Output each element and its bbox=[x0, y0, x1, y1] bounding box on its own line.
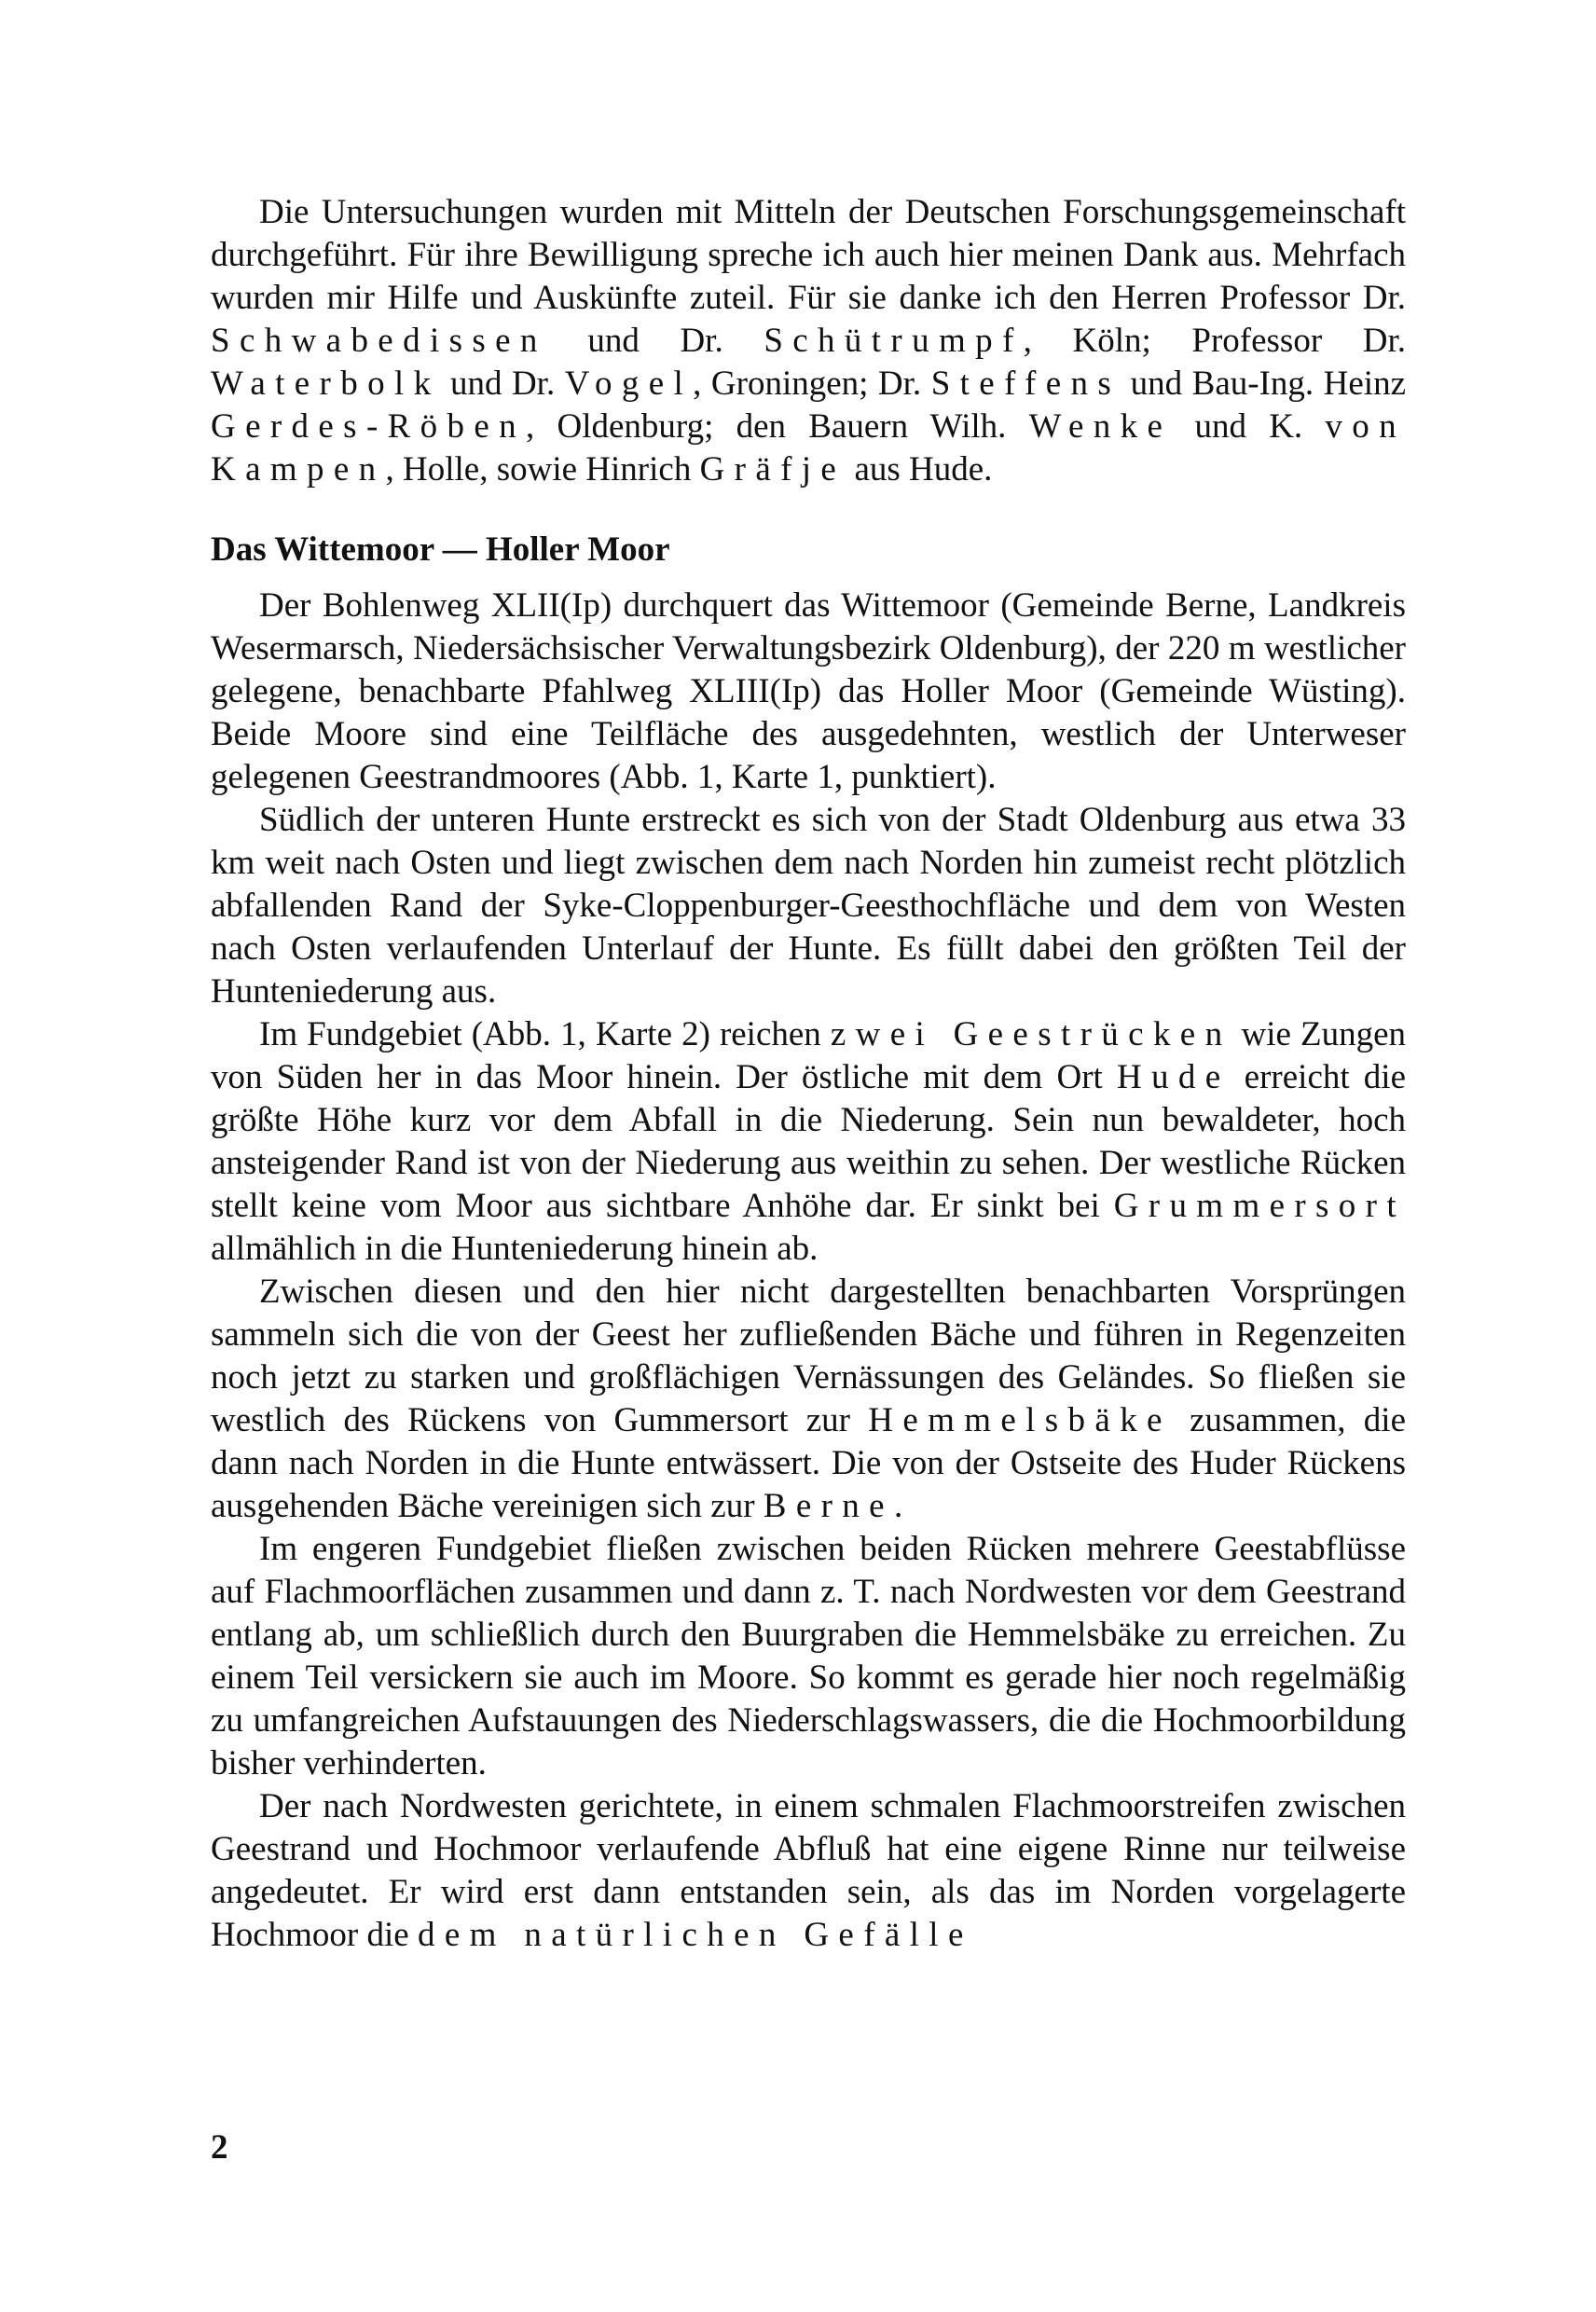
emphasized-text: zwei Geestrücken bbox=[830, 1015, 1232, 1053]
text-run: . bbox=[893, 1487, 903, 1525]
person-name: Steffens bbox=[930, 365, 1121, 403]
person-name: Schwabedissen bbox=[211, 322, 547, 360]
emphasized-text: Berne bbox=[763, 1487, 894, 1525]
person-name: Wenke bbox=[1028, 407, 1173, 446]
emphasized-text: Hude bbox=[1116, 1058, 1231, 1096]
emphasized-text: dem natürlichen Gefälle bbox=[417, 1916, 973, 1954]
person-name: Waterbolk bbox=[211, 365, 441, 403]
person-name: Gräfje bbox=[699, 450, 846, 489]
text-run: und Dr. bbox=[546, 322, 764, 360]
person-name: Schütrumpf bbox=[764, 322, 1024, 360]
person-name: Gerdes-Röben bbox=[211, 407, 527, 446]
text-run: Der nach Nordwesten gerichtete, in einem schmalen Flachmoorstreifen zwischen Geestrand und Hochmoor verlaufende Abfluß hat eine eigene Rinne nur teilweise angedeutet. Er wird erst dann entstanden sein, als das im Norden vorgelagerte Hochmoor die bbox=[211, 1787, 1406, 1954]
page-number: 2 bbox=[211, 2128, 228, 2167]
paragraph-5: Im engeren Fundgebiet fließen zwischen beiden Rücken mehrere Geestabflüsse auf Flachmoorflächen zusammen und dann z. T. nach Nordwesten vor dem Geestrand entlang ab, um schließlich durch den Buurgraben die Hemmelsbäke zu erreichen. Zu einem Teil versickern sie auch im Moore. So kommt es gerade hier noch regelmäßig zu umfangreichen Aufstauungen des Niederschlagswassers, die die Hochmoorbildung bisher verhinderten. bbox=[211, 1530, 1406, 1782]
text-run: wie Zungen von Süden her in das Moor hinein. Der östliche mit dem Ort bbox=[211, 1015, 1407, 1096]
paragraph-6 bbox=[211, 1785, 1406, 1957]
emphasized-text: Hemmelsbäke bbox=[868, 1401, 1172, 1439]
person-name: Vogel bbox=[564, 365, 694, 403]
text-run: allmählich in die Hunteniederung hinein ab. bbox=[211, 1230, 819, 1268]
text-run: und Dr. bbox=[440, 365, 565, 403]
text-run: , Groningen; Dr. bbox=[693, 365, 931, 403]
section-heading: Das Wittemoor — Holler Moor bbox=[211, 530, 670, 569]
text-run: Zwischen diesen und den hier nicht dargestellten benachbarten Vorsprüngen sammeln sich die von der Geest her zufließenden Bäche und führen in Regenzeiten noch jetzt zu starken und großflächigen Vernässungen des Geländes. So fließen sie westlich des Rückens von Gummersort zur bbox=[211, 1273, 1406, 1439]
text-run: aus Hude. bbox=[846, 450, 993, 489]
paragraph-4 bbox=[211, 1271, 1406, 1528]
paragraph-1: Der Bohlenweg XLII(Ip) durchquert das Wittemoor (Gemeinde Berne, Landkreis Wesermarsch, Niedersächsischer Verwaltungsbezirk Oldenburg), der 220 m westlicher gelegene, benachbarte Pfahlweg XLIII(Ip) das Holler Moor (Gemeinde Wüsting). Beide Moore sind eine Teilfläche des ausgedehnten, westlich der Unterweser gelegenen Geestrandmoores (Abb. 1, Karte 1, punktiert). bbox=[211, 586, 1406, 796]
text-run: , Holle, sowie Hinrich bbox=[385, 450, 700, 489]
paragraph-3 bbox=[211, 1013, 1406, 1271]
text-run: zusammen, die dann nach Norden in die Hunte entwässert. Die von der Ostseite des Huder Rückens ausgehenden Bäche vereinigen sich zur bbox=[211, 1401, 1406, 1525]
paragraph-2: Südlich der unteren Hunte erstreckt es sich von der Stadt Oldenburg aus etwa 33 km weit nach Osten und liegt zwischen dem nach Norden hin zumeist recht plötzlich abfallenden Rand der Syke-Cloppenburger-Geesthochfläche und dem von Westen nach Osten verlaufenden Unterlauf der Hunte. Es füllt dabei den größten Teil der Hunteniederung aus. bbox=[211, 801, 1406, 1011]
text-run: erreicht die größte Höhe kurz vor dem Abfall in die Niederung. Sein nun bewaldeter, hoch ansteigender Rand ist von der Niederung aus weithin zu sehen. Der westliche Rücken stellt keine vom Moor aus sichtbare Anhöhe dar. Er sinkt bei bbox=[211, 1058, 1406, 1225]
text-run: Im Fundgebiet (Abb. 1, Karte 2) reichen bbox=[259, 1015, 831, 1053]
acknowledgement-paragraph bbox=[211, 191, 1406, 491]
person-name: von Kampen bbox=[211, 407, 1406, 489]
emphasized-text: Grummersort bbox=[1113, 1187, 1406, 1225]
text-run: , Oldenburg; den Bauern Wilh. bbox=[526, 407, 1029, 446]
body-text bbox=[211, 191, 1406, 1957]
text-run: Die Untersuchungen wurden mit Mitteln der Deutschen Forschungsgemeinschaft durchgeführt. Für ihre Bewilligung spreche ich auch hier meinen Dank aus. Mehrfach wurden mir Hilfe und Auskünfte zuteil. Für sie danke ich den Herren Professor Dr. bbox=[211, 193, 1406, 317]
text-run: und Bau-Ing. Heinz bbox=[1121, 365, 1406, 403]
text-run: und K. bbox=[1172, 407, 1326, 446]
text-run: , Köln; Professor Dr. bbox=[1023, 322, 1407, 360]
